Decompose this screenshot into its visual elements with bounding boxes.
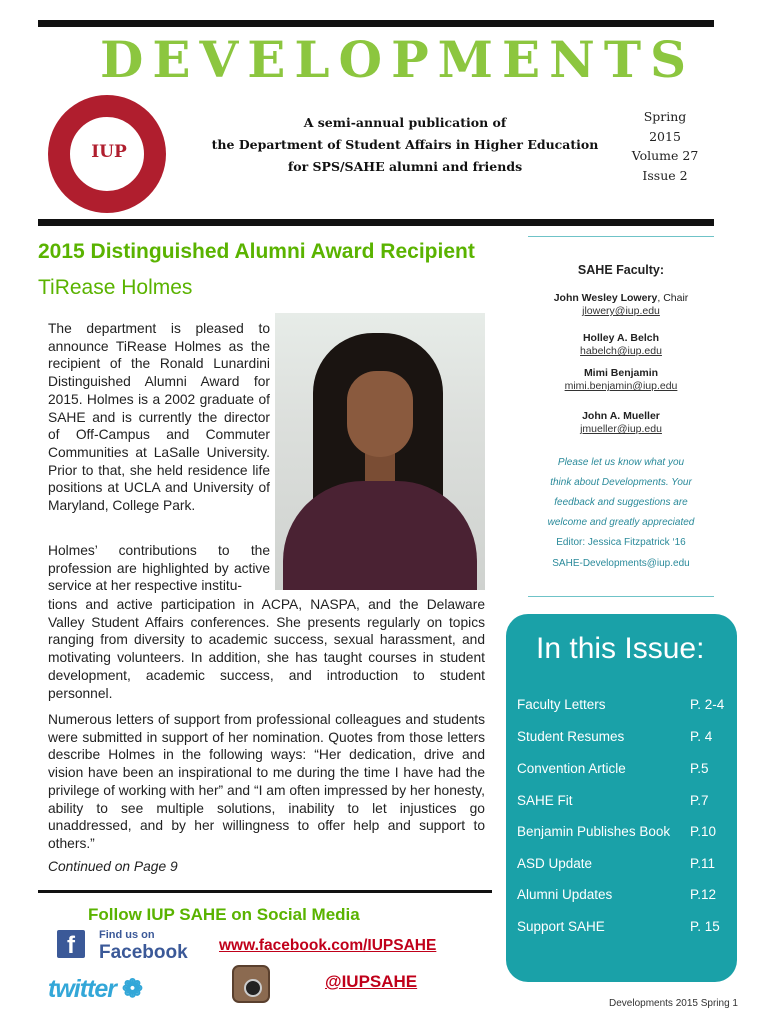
toc-item-page: P.5 [690,761,709,776]
article-paragraph-1: The department is pleased to announce TiRease Holmes as the recipient of the Ronald Lunardini Distinguished Alumni Award for 2015. Holmes is a 2002 graduate of SAHE and is currently the director of Off-Campus and Commuter Communities at LaSalle University. Prior to that, she held residence life positions at UCLA and University of Maryland, College Park. [48,321,270,514]
facebook-badge [99,928,188,964]
toc-item-label[interactable]: Alumni Updates [517,887,613,902]
masthead-rule [38,219,714,226]
toc-item-label[interactable]: SAHE Fit [517,793,573,808]
toc-item-label[interactable]: Student Resumes [517,729,625,744]
note-line: welcome and greatly appreciated [547,517,695,528]
sidebar-top-rule [528,236,714,237]
chair-role: , Chair [657,292,689,304]
faculty-member [528,410,714,436]
article-paragraph-3: Numerous letters of support from professional colleagues and students were submitted in support of her nomination. Quotes from those letters describe Holmes in the following ways: “Her dedication, drive and vision have been an inspirational to me during the time I have had the privilege of working with her” and “I am often impressed by her honesty, ability to see multiple solutions, inability to let injustices go unaddressed, and by her willingness to offer help and support to others.” [48,712,485,851]
toc-item-page: P.12 [690,887,717,902]
toc-item-label[interactable]: Support SAHE [517,919,605,934]
toc-item-page: P.11 [690,856,716,871]
faculty-name: John A. Mueller [582,410,660,422]
in-this-issue-heading: In this Issue: [536,632,705,665]
editor-email-link[interactable]: SAHE-Developments@iup.edu [552,558,690,569]
faculty-email-link[interactable]: mimi.benjamin@iup.edu [564,380,678,392]
facebook-find-text: Find us on [99,929,155,941]
iup-seal-logo [48,95,166,213]
note-line: feedback and suggestions are [554,497,688,508]
faculty-heading: SAHE Faculty: [577,263,665,277]
chair-name: John Wesley Lowery [553,292,658,304]
toc-item-page: P. 15 [690,919,720,934]
feedback-note [528,453,714,533]
faculty-name: Mimi Benjamin [583,367,659,379]
issue-volume: Volume 27 [631,148,699,163]
pub-line: the Department of Student Affairs in Higher Education [211,137,599,152]
recipient-name: TiRease Holmes [38,276,193,299]
twitter-handle-link[interactable]: @IUPSAHE [325,972,418,991]
article-divider [38,890,492,893]
page-footer: Developments 2015 Spring 1 [609,998,738,1009]
editor-credit: Editor: Jessica Fitzpatrick ‘16 [556,537,686,548]
continued-note: Continued on Page 9 [48,859,178,874]
toc-item-page: P. 2-4 [690,697,725,712]
issue-season: Spring [643,109,687,124]
faculty-email-link[interactable]: jmueller@iup.edu [580,423,662,435]
faculty-name: Holley A. Belch [582,332,660,344]
twitter-logo: twitter ❁ [48,975,142,1003]
issue-year: 2015 [649,128,681,144]
faculty-member [528,332,714,358]
seal-text: IUP [91,142,127,162]
top-rule [38,20,714,27]
article-paragraph-2-cont: tions and active participation in ACPA, NASPA, and the Delaware Valley Student Affairs conferences. She presents regularly on topics ranging from diversity to academic success, sexual harassment, and motivating volunteers. In addition, she has taught courses in student development, academic success, and introduction to student personnel. [48,597,485,701]
recipient-photo [275,313,485,590]
facebook-icon: f [57,930,85,958]
toc-item-label[interactable]: Faculty Letters [517,697,606,712]
issue-info [620,107,710,185]
pub-line: for SPS/SAHE alumni and friends [287,159,523,174]
article-paragraph-2-start: Holmes’ contributions to the profession are highlighted by active service at her respective institu- [48,543,270,594]
toc-item-label[interactable]: ASD Update [517,856,593,871]
instagram-icon [232,965,270,1003]
article-headline: 2015 Distinguished Alumni Award Recipient [38,240,475,263]
faculty-member [528,367,714,393]
faculty-chair [528,292,714,318]
toc-item-label[interactable]: Benjamin Publishes Book [517,824,671,839]
sidebar-bottom-rule [528,596,714,597]
toc-item-label[interactable]: Convention Article [517,761,626,776]
newsletter-title: DEVELOPMENTS [100,30,696,89]
publication-info [200,112,610,178]
chair-email-link[interactable]: jlowery@iup.edu [582,305,660,317]
social-heading: Follow IUP SAHE on Social Media [88,905,360,924]
twitter-brand-text: twitter [48,975,116,1003]
note-line: Please let us know what you [557,457,685,468]
pub-line: A semi-annual publication of [303,115,507,130]
facebook-brand-text: Facebook [99,942,188,963]
issue-number: Issue 2 [642,167,688,183]
toc-item-page: P.7 [690,793,709,808]
faculty-email-link[interactable]: habelch@iup.edu [580,345,662,357]
facebook-link[interactable]: www.facebook.com/IUPSAHE [219,937,437,954]
note-line: think about Developments. Your [550,477,692,488]
toc-item-page: P. 4 [690,729,713,744]
toc-item-page: P.10 [690,824,717,839]
